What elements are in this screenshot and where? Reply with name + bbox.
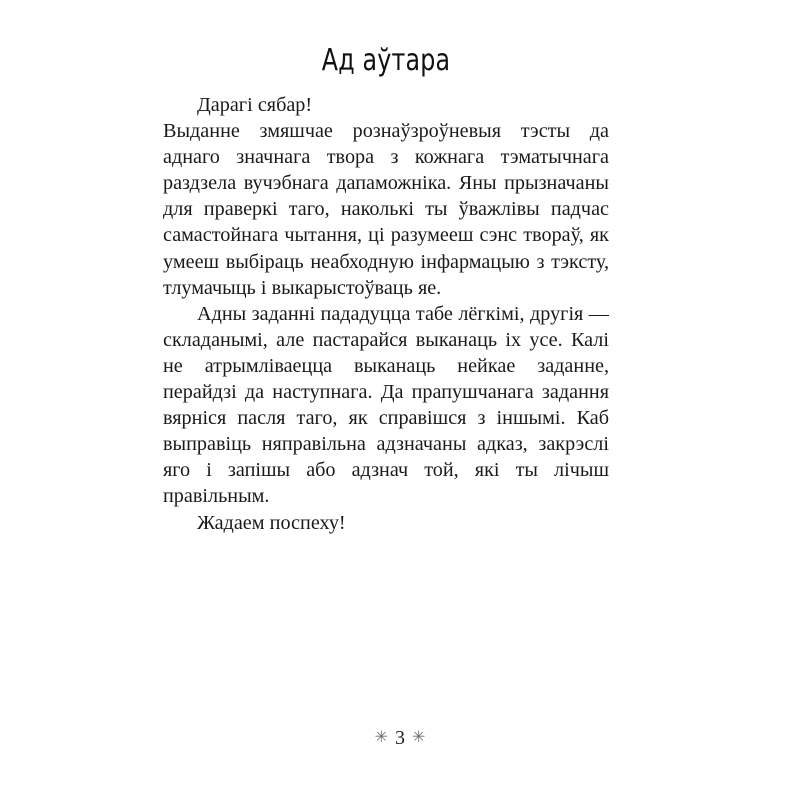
asterisk-left-icon: ✳	[374, 729, 388, 746]
page-number: 3	[395, 727, 405, 749]
page-title: Ад аўтара	[321, 43, 451, 78]
paragraph-instructions: Адны заданні пададуцца табе лёгкімі, другія — складанымі, але пастарайся выканаць іх усе. Калі не атрымліваецца выканаць нейкае заданне, перайдзі да наступнага. Да прапушчанага задання вярніся пасля таго, як справішся з іншымі. Каб выправіць няправільна адзначаны адказ, закрэслі яго і запішы або адзнач той, які ты лічыш правільным.	[163, 302, 609, 508]
text-column	[163, 44, 609, 536]
paragraph-intro	[163, 92, 609, 301]
greeting-text: Дарагі сябар!	[197, 94, 313, 116]
paragraph-intro-text: Выданне змяшчае рознаўзроўневыя тэсты да аднаго значнага твора з кожнага тэматычнага раздзела вучэбнага дапаможніка. Яны прызначаны для праверкі таго, наколькі ты ўважлівы падчас самастойнага чытання, ці разумееш сэнс твораў, як умееш выбіраць неабходную інфармацыю з тэксту, тлумачыць і выкарыстоўваць яе.	[163, 120, 609, 299]
page-footer	[0, 726, 800, 751]
asterisk-right-icon: ✳	[412, 729, 426, 746]
paragraph-closing: Жадаем поспеху!	[197, 511, 346, 534]
